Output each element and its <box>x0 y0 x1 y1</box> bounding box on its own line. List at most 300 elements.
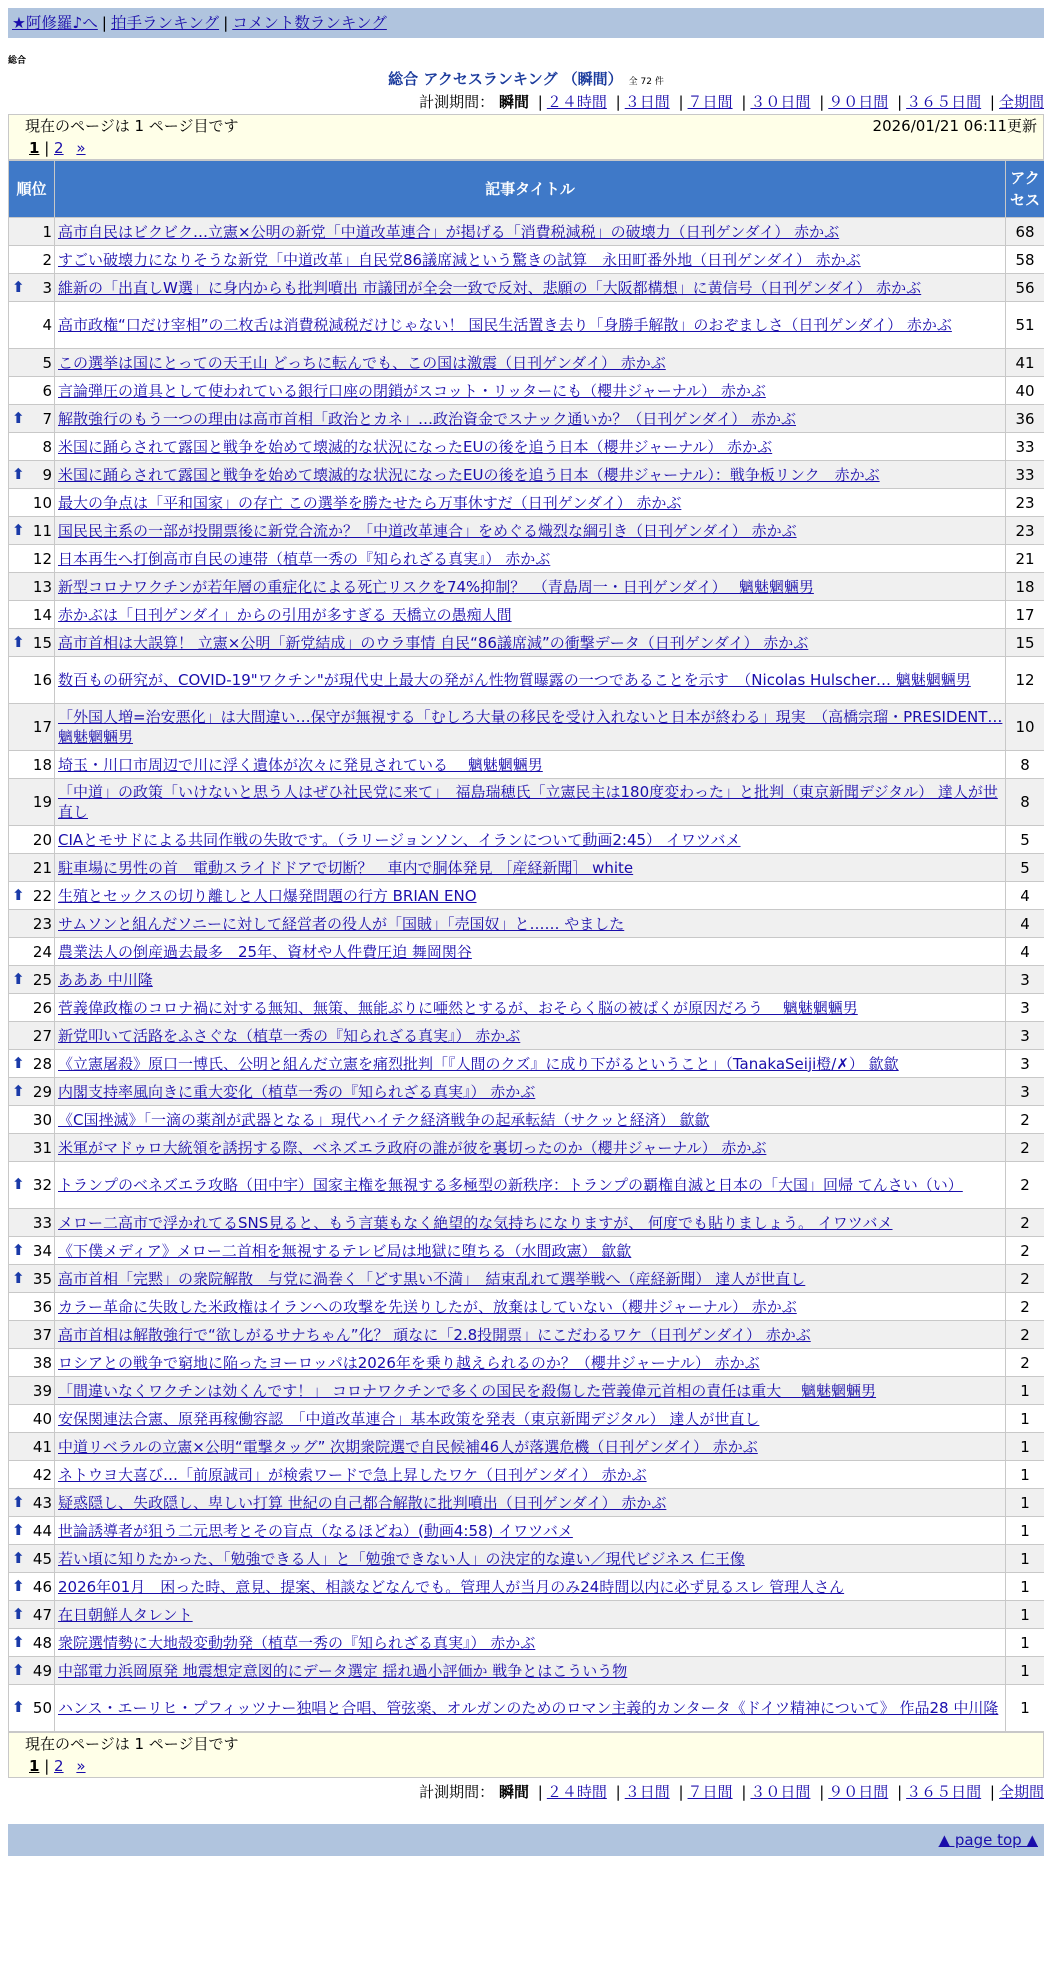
rank-number: 2 <box>42 251 52 269</box>
table-row <box>9 545 1044 573</box>
rank-cell <box>9 573 55 601</box>
rank-up-arrow-icon: ⬆ <box>12 969 25 989</box>
period-link-90d[interactable]: ９０日間 <box>828 93 888 111</box>
title-cell <box>55 1517 1006 1545</box>
access-count: 15 <box>1006 629 1044 657</box>
access-count: 36 <box>1006 405 1044 433</box>
title-cell <box>55 1050 1006 1078</box>
rank-number: 30 <box>33 1111 52 1129</box>
period-link-30d[interactable]: ３０日間 <box>750 93 810 111</box>
pagination-bottom: 1 | 2 » <box>9 1755 1043 1777</box>
table-row <box>9 1050 1044 1078</box>
table-row <box>9 910 1044 938</box>
article-title-link[interactable]: 《下僕メディア》メロー二首相を無視するテレビ局は地獄に堕ちる（水間政憲） 歙歙 <box>58 1242 631 1260</box>
col-header-rank: 順位 <box>9 161 55 218</box>
title-cell <box>55 826 1006 854</box>
access-count: 1 <box>1006 1489 1044 1517</box>
article-title-link[interactable]: 疑惑隠し、失政隠し、卑しい打算 世紀の自己都合解散に批判噴出（日刊ゲンダイ） 赤かぶ <box>58 1494 666 1512</box>
rank-up-arrow-icon: ⬆ <box>12 1492 25 1512</box>
article-title-link[interactable]: トランプのベネズエラ攻略（田中宇）国家主権を無視する多極型の新秩序：トランプの覇権自滅と日本の「大国」回帰 てんさい（い） <box>58 1176 963 1194</box>
table-row <box>9 1022 1044 1050</box>
access-count: 3 <box>1006 966 1044 994</box>
rank-cell <box>9 1106 55 1134</box>
period-link-7d[interactable]: ７日間 <box>688 1783 733 1801</box>
access-count: 33 <box>1006 461 1044 489</box>
rank-cell <box>9 461 55 489</box>
rank-cell <box>9 966 55 994</box>
access-count: 1 <box>1006 1405 1044 1433</box>
rank-number: 32 <box>33 1176 52 1194</box>
title-cell <box>55 545 1006 573</box>
rank-cell <box>9 1685 55 1732</box>
access-count: 17 <box>1006 601 1044 629</box>
rank-number: 45 <box>33 1550 52 1568</box>
table-row <box>9 938 1044 966</box>
table-row <box>9 302 1044 349</box>
col-header-access: アクセス <box>1006 161 1044 218</box>
access-count: 2 <box>1006 1237 1044 1265</box>
access-count: 4 <box>1006 882 1044 910</box>
current-page-text: 現在のページは 1 ページ目です <box>9 1733 1043 1755</box>
title-cell <box>55 629 1006 657</box>
rank-number: 3 <box>42 279 52 297</box>
article-title-link[interactable]: 「外国人増=治安悪化」は大間違い…保守が無視する「むしろ大量の移民を受け入れないと日本が終わる」現実 （高橋宗瑠・PRESIDENT… 魑魅魍魎男 <box>58 708 1002 746</box>
title-cell <box>55 751 1006 779</box>
article-title-link[interactable]: 在日朝鮮人タレント <box>58 1606 193 1624</box>
rank-up-arrow-icon: ⬆ <box>12 1520 25 1540</box>
period-link-all[interactable]: 全期間 <box>999 93 1044 111</box>
access-count: 1 <box>1006 1601 1044 1629</box>
table-row <box>9 1237 1044 1265</box>
nav-link-asyura[interactable]: ★阿修羅♪へ <box>12 14 98 32</box>
article-title-link[interactable]: 菅義偉政権のコロナ禍に対する無知、無策、無能ぶりに唖然とするが、おそらく脳の被ばくが原因だろう 魑魅魍魎男 <box>58 999 858 1017</box>
rank-cell <box>9 1134 55 1162</box>
article-title-link[interactable]: 高市自民はビクビク…立憲×公明の新党「中道改革連合」が掲げる「消費税減税」の破壊力（日刊ゲンダイ） 赤かぶ <box>58 223 839 241</box>
period-link-90d[interactable]: ９０日間 <box>828 1783 888 1801</box>
rank-number: 42 <box>33 1466 52 1484</box>
access-count: 12 <box>1006 657 1044 704</box>
rank-cell <box>9 1162 55 1209</box>
access-count: 3 <box>1006 994 1044 1022</box>
access-count: 2 <box>1006 1134 1044 1162</box>
title-cell <box>55 405 1006 433</box>
table-row <box>9 517 1044 545</box>
title-cell <box>55 1657 1006 1685</box>
section-label: 総合 <box>8 54 1044 68</box>
rank-number: 50 <box>33 1699 52 1717</box>
article-title-link[interactable]: ハンス・エーリヒ・プフィッツナー独唱と合唱、管弦楽、オルガンのためのロマン主義的カンタータ《ドイツ精神について》 作品28 中川隆 <box>58 1699 998 1717</box>
title-cell <box>55 601 1006 629</box>
access-count: 2 <box>1006 1106 1044 1134</box>
article-title-link[interactable]: 安保関連法合憲、原発再稼働容認 「中道改革連合」基本政策を発表（東京新聞デジタル） 達人が世直し <box>58 1410 759 1428</box>
article-title-link[interactable]: 言論弾圧の道具として使われている銀行口座の閉鎖がスコット・リッターにも（櫻井ジャーナル） 赤かぶ <box>58 382 766 400</box>
page-link-2[interactable]: 2 <box>54 1757 64 1775</box>
title-cell <box>55 1629 1006 1657</box>
article-title-link[interactable]: 埼玉・川口市周辺で川に浮く遺体が次々に発見されている 魑魅魍魎男 <box>58 756 543 774</box>
article-title-link[interactable]: 赤かぶは「日刊ゲンダイ」からの引用が多すぎる 天橋立の愚痴人間 <box>58 606 512 624</box>
rank-cell <box>9 1237 55 1265</box>
article-title-link[interactable]: 農業法人の倒産過去最多 25年、資材や人件費圧迫 舞岡関谷 <box>58 943 472 961</box>
article-title-link[interactable]: 数百もの研究が、COVID-19"ワクチン"が現代史上最大の発がん性物質曝露の一つであることを示す （Nicolas Hulscher… 魑魅魍魎男 <box>58 671 971 689</box>
access-count: 8 <box>1006 751 1044 779</box>
nav-separator: | <box>219 14 232 32</box>
rank-up-arrow-icon: ⬆ <box>12 1576 25 1596</box>
rank-number: 29 <box>33 1083 52 1101</box>
rank-cell <box>9 657 55 704</box>
rank-cell <box>9 1629 55 1657</box>
article-title-link[interactable]: 米国に踊らされて露国と戦争を始めて壊滅的な状況になったEUの後を追う日本（櫻井ジャーナル） 赤かぶ <box>58 438 772 456</box>
article-title-link[interactable]: メロー二高市で浮かれてるSNS見ると、もう言葉もなく絶望的な気持ちになりますが、 何度でも貼りましょう。 イワツバメ <box>58 1214 893 1232</box>
access-count: 41 <box>1006 349 1044 377</box>
access-count: 3 <box>1006 1050 1044 1078</box>
article-title-link[interactable]: 《立憲屠殺》原口一博氏、公明と組んだ立憲を痛烈批判「『人間のクズ』に成り下がるということ」（TanakaSeiji橙/✗） 歙歙 <box>58 1055 899 1073</box>
rank-cell <box>9 751 55 779</box>
table-row <box>9 1209 1044 1237</box>
table-row <box>9 854 1044 882</box>
rank-cell <box>9 302 55 349</box>
rank-cell <box>9 1349 55 1377</box>
rank-cell <box>9 938 55 966</box>
rank-up-arrow-icon: ⬆ <box>12 1053 25 1073</box>
table-row <box>9 274 1044 302</box>
ranking-table <box>8 160 1044 1732</box>
rank-up-arrow-icon: ⬆ <box>12 1604 25 1624</box>
access-count: 2 <box>1006 1265 1044 1293</box>
title-cell <box>55 966 1006 994</box>
title-cell <box>55 489 1006 517</box>
rank-number: 1 <box>42 223 52 241</box>
article-title-link[interactable]: 世論誘導者が狙う二元思考とその盲点（なるほどね）(動画4:58) イワツバメ <box>58 1522 573 1540</box>
article-title-link[interactable]: 高市首相は解散強行で“欲しがるサナちゃん”化？ 頑なに「2.8投開票」にこだわるワケ（日刊ゲンダイ） 赤かぶ <box>58 1326 811 1344</box>
table-row <box>9 1134 1044 1162</box>
period-link-7d[interactable]: ７日間 <box>688 93 733 111</box>
rank-number: 33 <box>33 1214 52 1232</box>
rank-up-arrow-icon: ⬆ <box>12 277 25 297</box>
article-title-link[interactable]: CIAとモサドによる共同作戦の失敗です。（ラリージョンソン、イランについて動画2:45） イワツバメ <box>58 831 741 849</box>
table-row <box>9 1461 1044 1489</box>
access-count: 40 <box>1006 377 1044 405</box>
article-title-link[interactable]: 内閣支持率風向きに重大変化（植草一秀の『知られざる真実』） 赤かぶ <box>58 1083 535 1101</box>
rank-number: 28 <box>33 1055 52 1073</box>
article-title-link[interactable]: 《C国挫滅》「一滴の薬剤が武器となる」現代ハイテク経済戦争の起承転結（サクッと経済） 歙歙 <box>58 1111 710 1129</box>
rank-up-arrow-icon: ⬆ <box>12 464 25 484</box>
table-row <box>9 1685 1044 1732</box>
title-cell <box>55 1349 1006 1377</box>
article-title-link[interactable]: 高市首相「完黙」の衆院解散 与党に渦巻く「どす黒い不満」 結束乱れて選挙戦へ（産経新聞） 達人が世直し <box>58 1270 805 1288</box>
rank-cell <box>9 629 55 657</box>
table-row <box>9 966 1044 994</box>
rank-number: 27 <box>33 1027 52 1045</box>
access-count: 23 <box>1006 517 1044 545</box>
title-cell <box>55 433 1006 461</box>
article-title-link[interactable]: 若い頃に知りたかった、「勉強できる人」と「勉強できない人」の決定的な違い／現代ビジネス 仁王像 <box>58 1550 745 1568</box>
rank-number: 19 <box>33 793 52 811</box>
rank-cell <box>9 1657 55 1685</box>
rank-cell <box>9 1209 55 1237</box>
access-count: 1 <box>1006 1629 1044 1657</box>
table-row <box>9 1078 1044 1106</box>
title-cell <box>55 1489 1006 1517</box>
access-count: 10 <box>1006 704 1044 751</box>
rank-number: 7 <box>42 410 52 428</box>
table-row <box>9 1545 1044 1573</box>
table-row <box>9 1162 1044 1209</box>
rank-number: 49 <box>33 1662 52 1680</box>
rank-cell <box>9 377 55 405</box>
total-count: 全 72 件 <box>629 77 664 87</box>
footer-bar <box>8 1824 1044 1856</box>
access-count: 1 <box>1006 1461 1044 1489</box>
article-title-link[interactable]: 高市首相は大誤算！ 立憲×公明「新党結成」のウラ事情 自民“86議席減”の衝撃データ（日刊ゲンダイ） 赤かぶ <box>58 634 808 652</box>
access-count: 3 <box>1006 1022 1044 1050</box>
rank-up-arrow-icon: ⬆ <box>12 1081 25 1101</box>
rank-cell <box>9 994 55 1022</box>
rank-number: 12 <box>33 550 52 568</box>
access-count: 1 <box>1006 1433 1044 1461</box>
rank-up-arrow-icon: ⬆ <box>12 1174 25 1194</box>
rank-number: 6 <box>42 382 52 400</box>
page-link-2[interactable]: 2 <box>54 139 64 157</box>
title-cell <box>55 1685 1006 1732</box>
access-count: 23 <box>1006 489 1044 517</box>
rank-cell <box>9 517 55 545</box>
rank-number: 14 <box>33 606 52 624</box>
rank-number: 34 <box>33 1242 52 1260</box>
article-title-link[interactable]: 「間違いなくワクチンは効くんです！」 コロナワクチンで多くの国民を殺傷した菅義偉元首相の責任は重大 魑魅魍魎男 <box>58 1382 876 1400</box>
top-nav-bar <box>8 8 1044 38</box>
access-count: 4 <box>1006 910 1044 938</box>
article-title-link[interactable]: 「中道」の政策「いけないと思う人はぜひ社民党に来て」 福島瑞穂氏「立憲民主は180度変わった」と批判（東京新聞デジタル） 達人が世直し <box>58 783 998 821</box>
article-title-link[interactable]: ロシアとの戦争で窮地に陥ったヨーロッパは2026年を乗り越えられるのか？（櫻井ジャーナル） 赤かぶ <box>58 1354 760 1372</box>
rank-number: 44 <box>33 1522 52 1540</box>
access-count: 8 <box>1006 779 1044 826</box>
table-row <box>9 1657 1044 1685</box>
table-row <box>9 246 1044 274</box>
access-count: 1 <box>1006 1377 1044 1405</box>
article-title-link[interactable]: 中部電力浜岡原発 地震想定意図的にデータ選定 揺れ過小評価か 戦争とはこういう物 <box>58 1662 627 1680</box>
rank-cell <box>9 854 55 882</box>
title-cell <box>55 1433 1006 1461</box>
rank-cell <box>9 1545 55 1573</box>
access-count: 5 <box>1006 854 1044 882</box>
table-row <box>9 994 1044 1022</box>
period-link-365d[interactable]: ３６５日間 <box>906 1783 981 1801</box>
access-count: 1 <box>1006 1545 1044 1573</box>
article-title-link[interactable]: カラー革命に失敗した米政権はイランへの攻撃を先送りしたが、放棄はしていない（櫻井ジャーナル） 赤かぶ <box>58 1298 797 1316</box>
title-cell <box>55 882 1006 910</box>
title-cell <box>55 1573 1006 1601</box>
rank-number: 48 <box>33 1634 52 1652</box>
rank-number: 37 <box>33 1326 52 1344</box>
rank-cell <box>9 1573 55 1601</box>
access-count: 2 <box>1006 1162 1044 1209</box>
title-cell <box>55 779 1006 826</box>
access-count: 21 <box>1006 545 1044 573</box>
table-row <box>9 377 1044 405</box>
article-title-link[interactable]: あああ 中川隆 <box>58 971 153 989</box>
table-row <box>9 1321 1044 1349</box>
pagination-top: 1 | 2 » <box>9 137 1043 159</box>
rank-cell <box>9 704 55 751</box>
period-selector-bottom: 計測期間： 瞬間 | ２４時間 | ３日間 | ７日間 | ３０日間 | ９０日間 | ３６５日間 | 全期間 <box>8 1780 1044 1804</box>
rank-up-arrow-icon: ⬆ <box>12 1697 25 1717</box>
rank-number: 39 <box>33 1382 52 1400</box>
title-cell <box>55 302 1006 349</box>
rank-number: 46 <box>33 1578 52 1596</box>
access-count: 1 <box>1006 1517 1044 1545</box>
rank-cell <box>9 882 55 910</box>
table-row <box>9 1433 1044 1461</box>
table-header-row <box>9 161 1044 218</box>
title-cell <box>55 1405 1006 1433</box>
rank-number: 23 <box>33 915 52 933</box>
article-title-link[interactable]: 高市政権“口だけ宰相”の二枚舌は消費税減税だけじゃない！ 国民生活置き去り「身勝手解散」のおぞましさ（日刊ゲンダイ） 赤かぶ <box>58 316 952 334</box>
table-row <box>9 1106 1044 1134</box>
rank-up-arrow-icon: ⬆ <box>12 408 25 428</box>
access-count: 4 <box>1006 938 1044 966</box>
article-title-link[interactable]: 国民民主系の一部が投開票後に新党合流か？「中道改革連合」をめぐる熾烈な綱引き（日刊ゲンダイ） 赤かぶ <box>58 522 797 540</box>
article-title-link[interactable]: この選挙は国にとっての天王山 どっちに転んでも、この国は激震（日刊ゲンダイ） 赤かぶ <box>58 354 666 372</box>
title-cell <box>55 573 1006 601</box>
title-cell <box>55 1461 1006 1489</box>
rank-number: 35 <box>33 1270 52 1288</box>
article-title-link[interactable]: 維新の「出直しW選」に身内からも批判噴出 市議団が全会一致で反対、悲願の「大阪都構想」に黄信号（日刊ゲンダイ） 赤かぶ <box>58 279 921 297</box>
rank-cell <box>9 545 55 573</box>
page-next-link[interactable]: » <box>76 1757 85 1775</box>
rank-up-arrow-icon: ⬆ <box>12 1632 25 1652</box>
rank-number: 36 <box>33 1298 52 1316</box>
ranking-table-body <box>9 218 1044 1732</box>
access-count: 2 <box>1006 1209 1044 1237</box>
article-title-link[interactable]: 2026年01月 困った時、意見、提案、相談などなんでも。管理人が当月のみ24時間以内に必ず見るスレ 管理人さん <box>58 1578 844 1596</box>
period-link-365d[interactable]: ３６５日間 <box>906 93 981 111</box>
title-cell <box>55 1162 1006 1209</box>
article-title-link[interactable]: 中道リベラルの立憲×公明“電撃タッグ” 次期衆院選で自民候補46人が落選危機（日刊ゲンダイ） 赤かぶ <box>58 1438 758 1456</box>
rank-up-arrow-icon: ⬆ <box>12 632 25 652</box>
access-count: 1 <box>1006 1685 1044 1732</box>
article-title-link[interactable]: 衆院選情勢に大地殻変動勃発（植草一秀の『知られざる真実』） 赤かぶ <box>58 1634 535 1652</box>
title-cell <box>55 938 1006 966</box>
article-title-link[interactable]: 駐車場に男性の首 電動スライドドアで切断？ 車内で胴体発見 ［産経新聞］ white <box>58 859 633 877</box>
period-link-all[interactable]: 全期間 <box>999 1783 1044 1801</box>
title-cell <box>55 1078 1006 1106</box>
rank-number: 10 <box>33 494 52 512</box>
title-cell <box>55 1237 1006 1265</box>
rank-number: 4 <box>42 316 52 334</box>
nav-link-comment-ranking[interactable]: コメント数ランキング <box>232 14 387 32</box>
table-row <box>9 461 1044 489</box>
article-title-link[interactable]: 米軍がマドゥロ大統領を誘拐する際、ベネズエラ政府の誰が彼を裏切ったのか（櫻井ジャーナル） 赤かぶ <box>58 1139 766 1157</box>
table-row <box>9 826 1044 854</box>
article-title-link[interactable]: 解散強行のもう一つの理由は高市首相「政治とカネ」…政治資金でスナック通いか？（日刊ゲンダイ） 赤かぶ <box>58 410 796 428</box>
article-title-link[interactable]: 最大の争点は「平和国家」の存亡 この選挙を勝たせたら万事休すだ（日刊ゲンダイ） 赤かぶ <box>58 494 681 512</box>
period-link-30d[interactable]: ３０日間 <box>750 1783 810 1801</box>
period-link-24h[interactable]: ２４時間 <box>547 1783 607 1801</box>
title-cell <box>55 1106 1006 1134</box>
rank-up-arrow-icon: ⬆ <box>12 1660 25 1680</box>
table-row <box>9 882 1044 910</box>
article-title-link[interactable]: 新型コロナワクチンが若年層の重症化による死亡リスクを74%抑制？ （青島周一・日刊ゲンダイ） 魑魅魍魎男 <box>58 578 814 596</box>
rank-cell <box>9 405 55 433</box>
article-title-link[interactable]: すごい破壊力になりそうな新党「中道改革」自民党86議席減という驚きの試算 永田町番外地（日刊ゲンダイ） 赤かぶ <box>58 251 861 269</box>
title-cell <box>55 274 1006 302</box>
rank-cell <box>9 826 55 854</box>
access-count: 58 <box>1006 246 1044 274</box>
page-next-link[interactable]: » <box>76 139 85 157</box>
article-title-link[interactable]: ネトウヨ大喜び…「前原誠司」が検索ワードで急上昇したワケ（日刊ゲンダイ） 赤かぶ <box>58 1466 647 1484</box>
table-row <box>9 1517 1044 1545</box>
table-row <box>9 1377 1044 1405</box>
title-cell <box>55 1022 1006 1050</box>
rank-up-arrow-icon: ⬆ <box>12 1548 25 1568</box>
table-row <box>9 779 1044 826</box>
table-row <box>9 1573 1044 1601</box>
title-cell <box>55 517 1006 545</box>
title-cell <box>55 704 1006 751</box>
title-cell <box>55 854 1006 882</box>
article-title-link[interactable]: 日本再生へ打倒高市自民の連帯（植草一秀の『知られざる真実』） 赤かぶ <box>58 550 550 568</box>
period-link-3d[interactable]: ３日間 <box>625 1783 670 1801</box>
table-row <box>9 1405 1044 1433</box>
period-link-3d[interactable]: ３日間 <box>625 93 670 111</box>
table-row <box>9 1349 1044 1377</box>
title-cell <box>55 377 1006 405</box>
rank-cell <box>9 1377 55 1405</box>
page-title-line <box>8 68 1044 90</box>
rank-number: 15 <box>33 634 52 652</box>
article-title-link[interactable]: 米国に踊らされて露国と戦争を始めて壊滅的な状況になったEUの後を追う日本（櫻井ジャーナル）：戦争板リンク 赤かぶ <box>58 466 880 484</box>
rank-number: 5 <box>42 354 52 372</box>
rank-cell <box>9 910 55 938</box>
title-cell <box>55 1321 1006 1349</box>
access-count: 33 <box>1006 433 1044 461</box>
period-label: 計測期間： <box>419 1783 494 1801</box>
table-row <box>9 1265 1044 1293</box>
title-cell <box>55 910 1006 938</box>
period-selector-top: 計測期間： 瞬間 | ２４時間 | ３日間 | ７日間 | ３０日間 | ９０日間 | ３６５日間 | 全期間 <box>8 90 1044 114</box>
rank-number: 41 <box>33 1438 52 1456</box>
rank-up-arrow-icon: ⬆ <box>12 1240 25 1260</box>
rank-number: 24 <box>33 943 52 961</box>
page-top-link[interactable]: ▲ page top ▲ <box>939 1831 1038 1849</box>
rank-cell <box>9 1265 55 1293</box>
title-cell <box>55 1601 1006 1629</box>
page-title: 総合 アクセスランキング （瞬間） <box>388 70 623 88</box>
page-current: 1 <box>29 1757 39 1775</box>
rank-cell <box>9 1461 55 1489</box>
rank-number: 8 <box>42 438 52 456</box>
table-row <box>9 704 1044 751</box>
period-link-24h[interactable]: ２４時間 <box>547 93 607 111</box>
title-cell <box>55 994 1006 1022</box>
title-cell <box>55 246 1006 274</box>
rank-cell <box>9 1517 55 1545</box>
table-row <box>9 433 1044 461</box>
rank-number: 26 <box>33 999 52 1017</box>
article-title-link[interactable]: 新党叩いて活路をふさぐな（植草一秀の『知られざる真実』） 赤かぶ <box>58 1027 520 1045</box>
title-cell <box>55 1209 1006 1237</box>
rank-number: 17 <box>33 718 52 736</box>
access-count: 5 <box>1006 826 1044 854</box>
table-row <box>9 1629 1044 1657</box>
article-title-link[interactable]: 生殖とセックスの切り離しと人口爆発問題の行方 BRIAN ENO <box>58 887 477 905</box>
rank-cell <box>9 601 55 629</box>
access-count: 2 <box>1006 1321 1044 1349</box>
table-row <box>9 751 1044 779</box>
rank-number: 16 <box>33 671 52 689</box>
article-title-link[interactable]: サムソンと組んだソニーに対して経営者の役人が「国賊」「売国奴」と…… やました <box>58 915 624 933</box>
nav-link-clap-ranking[interactable]: 拍手ランキング <box>111 14 219 32</box>
